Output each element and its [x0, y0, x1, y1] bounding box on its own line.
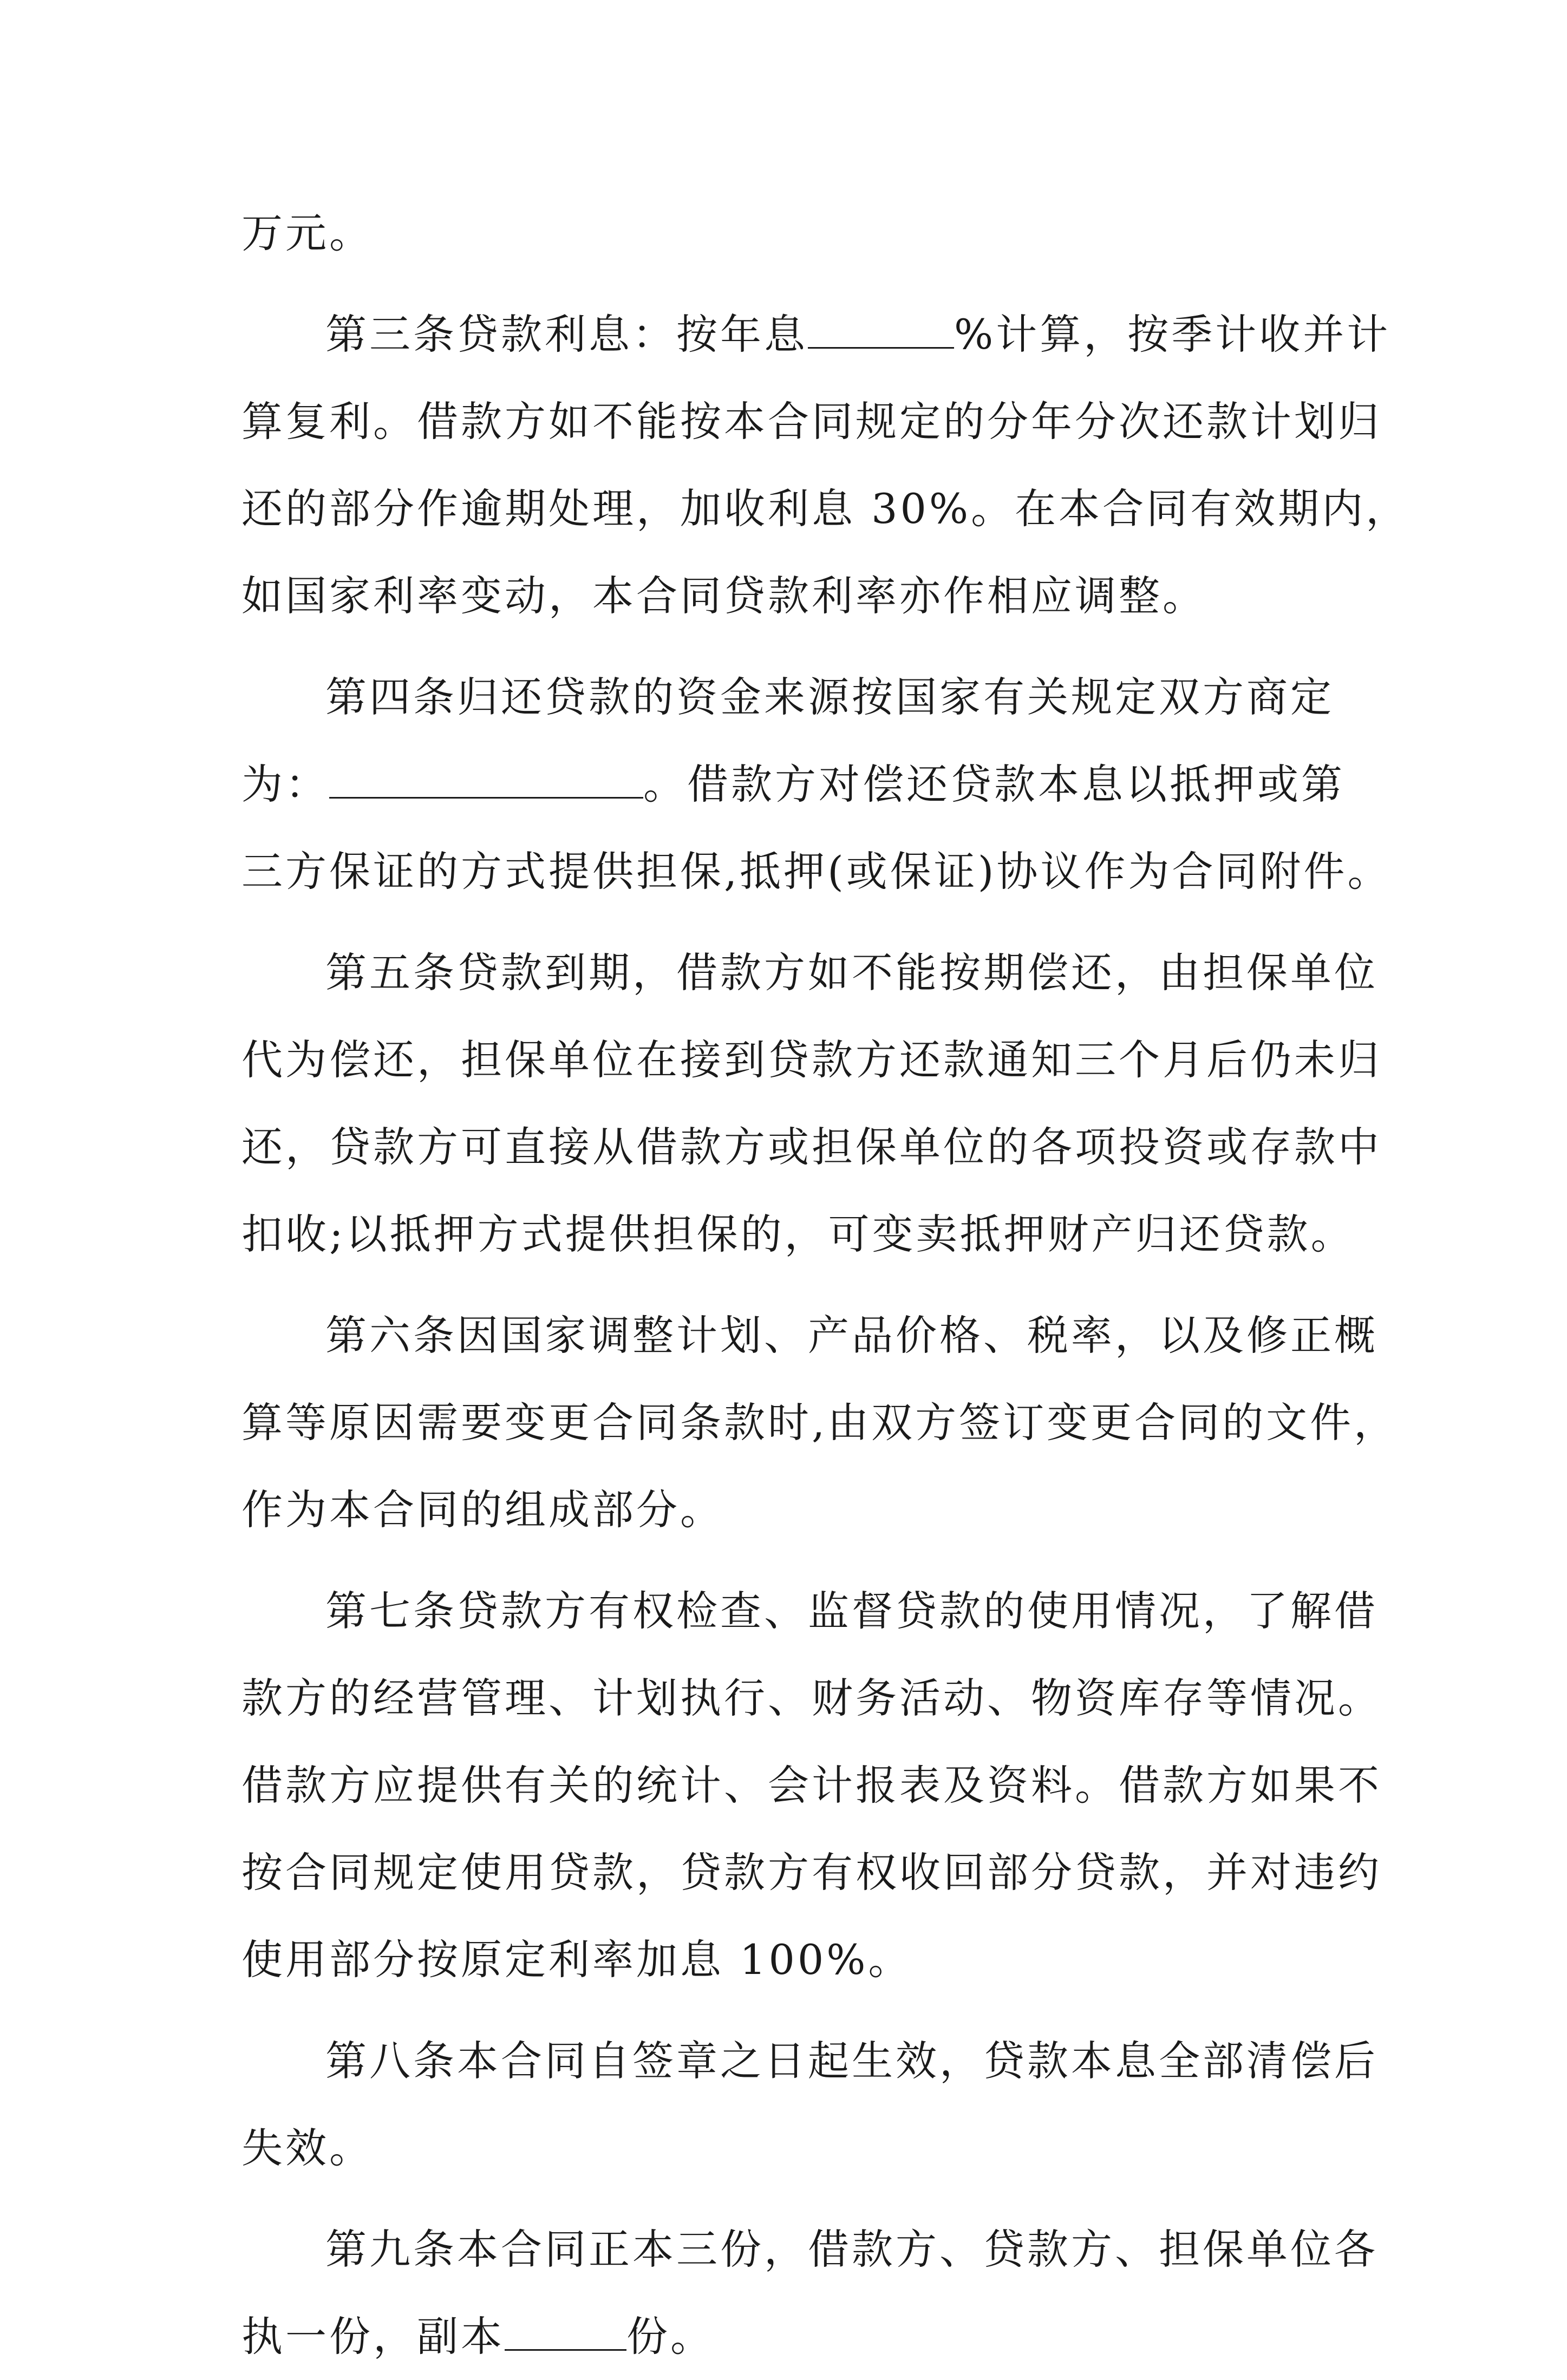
text-line: 三方保证的方式提供担保,抵押(或保证)协议作为合同附件。 [241, 847, 1392, 895]
clause-5-default [241, 929, 1382, 1278]
clause-8-effectiveness [241, 2017, 1378, 2192]
text-line: 作为本合同的组成部分。 [241, 1486, 724, 1534]
text-line: 第六条因国家调整计划、产品价格、税率，以及修正概 [325, 1311, 1378, 1359]
text-line: 万元。 [241, 209, 373, 257]
text-line: 还，贷款方可直接从借款方或担保单位的各项投资或存款中 [241, 1123, 1382, 1171]
text-line: 代为偿还，担保单位在接到贷款方还款通知三个月后仍未归 [241, 1036, 1382, 1084]
text-line: 款方的经营管理、计划执行、财务活动、物资库存等情况。 [241, 1674, 1382, 1722]
text-line: 第八条本合同自签章之日起生效，贷款本息全部清偿后 [325, 2037, 1378, 2085]
text-line: 借款方应提供有关的统计、会计报表及资料。借款方如果不 [241, 1761, 1382, 1809]
text-segment: 份。 [626, 2312, 714, 2361]
text-segment: 。借款方对偿还贷款本息以抵押或第 [643, 760, 1345, 808]
clause-9-copies [241, 2206, 1378, 2380]
text-segment: 为： [241, 760, 329, 808]
clause-4-repayment-source [241, 653, 1392, 915]
fill-in-blank-funding-source[interactable] [329, 762, 643, 799]
text-line: 第四条归还贷款的资金来源按国家有关规定双方商定 [325, 673, 1334, 721]
text-line: 算复利。借款方如不能按本合同规定的分年分次还款计划归 [241, 397, 1382, 446]
fill-in-blank-copy-count[interactable] [505, 2314, 626, 2351]
text-line: 第九条本合同正本三份，借款方、贷款方、担保单位各 [325, 2225, 1378, 2273]
document-body [241, 189, 1410, 2380]
text-segment: 第三条贷款利息：按年息 [325, 310, 808, 358]
text-line: 扣收;以抵押方式提供担保的，可变卖抵押财产归还贷款。 [241, 1210, 1355, 1258]
text-line [241, 2293, 1346, 2380]
text-line: 第五条贷款到期，借款方如不能按期偿还，由担保单位 [325, 949, 1378, 997]
text-line: 还的部分作逾期处理，加收利息 30%。在本合同有效期内， [241, 485, 1410, 533]
text-line: 算等原因需要变更合同条款时,由双方签订变更合同的文件， [241, 1398, 1398, 1447]
text-line: 按合同规定使用贷款，贷款方有权收回部分贷款，并对违约 [241, 1848, 1382, 1897]
text-line: 如国家利率变动，本合同贷款利率亦作相应调整。 [241, 572, 1206, 620]
text-line: 第七条贷款方有权检查、监督贷款的使用情况，了解借 [325, 1587, 1378, 1635]
text-line [241, 741, 1346, 828]
clause-3-interest [241, 291, 1410, 639]
text-line [241, 291, 1391, 378]
paragraph-continuation [241, 189, 1346, 277]
text-line: 失效。 [241, 2124, 373, 2172]
clause-7-supervision [241, 1567, 1382, 2003]
clause-6-amendments [241, 1292, 1398, 1553]
text-segment: 执一份，副本 [241, 2312, 505, 2361]
fill-in-blank-interest-rate[interactable] [808, 312, 954, 349]
text-segment: %计算，按季计收并计 [954, 310, 1391, 358]
text-line: 使用部分按原定利率加息 100%。 [241, 1936, 912, 1984]
